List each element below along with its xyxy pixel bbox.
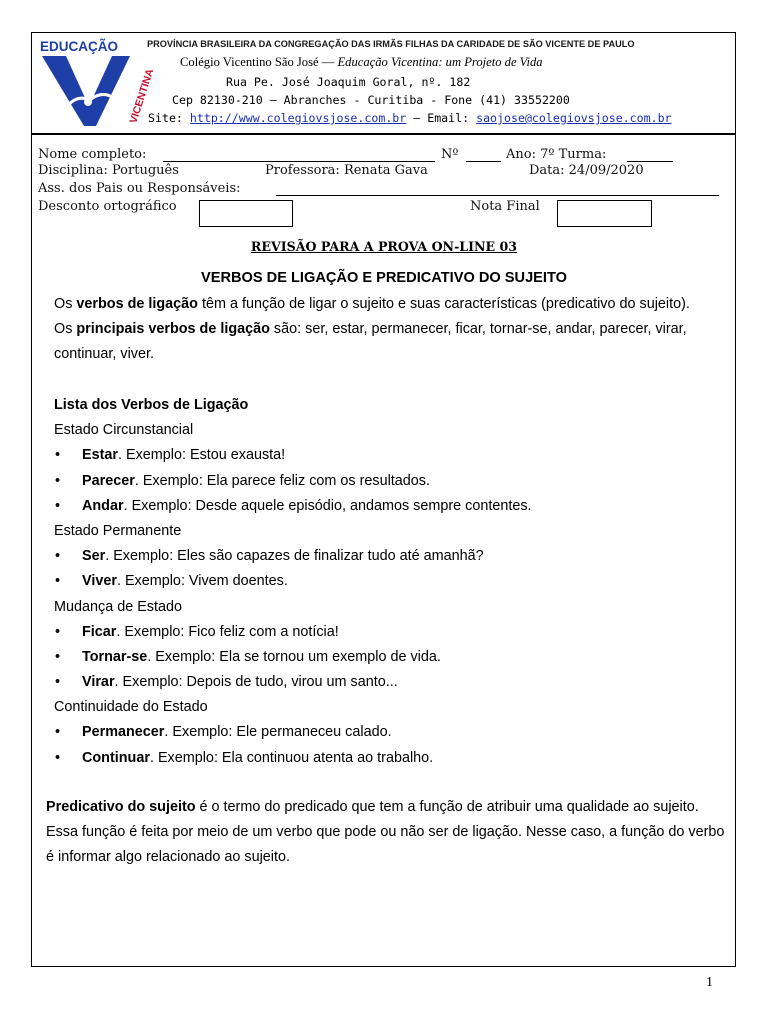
bullet-icon: •	[55, 749, 61, 766]
email-link[interactable]: saojose@colegiovsjose.com.br	[476, 111, 672, 125]
nota-final-label: Nota Final	[470, 199, 540, 214]
desconto-box[interactable]	[199, 200, 293, 227]
intro-section	[54, 292, 714, 367]
bullet-icon: •	[55, 497, 61, 514]
bullet-icon: •	[55, 447, 61, 464]
nome-label: Nome completo:	[38, 147, 147, 162]
bullet-icon: •	[55, 548, 61, 565]
address-line: Rua Pe. José Joaquim Goral, nº. 182	[226, 75, 471, 89]
predicativo-paragraph-1: Predicativo do sujeito é o termo do predicado que tem a função de atribuir uma qualidade ao sujeito.	[46, 799, 699, 815]
site-email-line	[148, 111, 672, 125]
group-title: Continuidade do Estado	[54, 699, 208, 716]
school-logo	[38, 38, 157, 130]
school-name	[180, 55, 543, 70]
bullet-icon: •	[55, 623, 61, 640]
site-link[interactable]: http://www.colegiovsjose.com.br	[189, 111, 407, 125]
list-item: • Permanecer. Exemplo: Ele permaneceu calado.	[54, 720, 714, 745]
site-label: Site:	[148, 111, 183, 125]
list-item: • Tornar-se. Exemplo: Ela se tornou um exemplo de vida.	[54, 645, 714, 670]
svg-text:EDUCAÇÃO: EDUCAÇÃO	[40, 39, 119, 54]
assinatura-field[interactable]	[276, 195, 719, 196]
list-item: • Ser. Exemplo: Eles são capazes de finalizar tudo até amanhã?	[54, 544, 714, 569]
bullet-icon: •	[55, 724, 61, 741]
list-item: • Andar. Exemplo: Desde aquele episódio, andamos sempre contentes.	[54, 494, 714, 519]
nome-field[interactable]	[163, 161, 435, 162]
bullet-icon: •	[55, 472, 61, 489]
group-title: Estado Circunstancial	[54, 422, 194, 439]
intro-paragraph-2: Os principais verbos de ligação são: ser, estar, permanecer, ficar, tornar-se, andar, parecer, virar, continuar, viver.	[54, 321, 687, 362]
school-name-text: Colégio Vicentino São José —	[180, 55, 335, 69]
predicativo-section	[46, 795, 726, 870]
predicativo-paragraph-2: Essa função é feita por meio de um verbo que pode ou não ser de ligação. Nesse caso, a função do verbo é informar algo relacionado ao sujeito.	[46, 824, 725, 865]
verbs-list	[54, 393, 714, 771]
bullet-icon: •	[55, 648, 61, 665]
group-title: Mudança de Estado	[54, 598, 183, 615]
numero-label: Nº	[441, 147, 459, 162]
bullet-icon: •	[55, 674, 61, 691]
list-title: Lista dos Verbos de Ligação	[54, 397, 249, 413]
list-item: • Parecer. Exemplo: Ela parece feliz com os resultados.	[54, 469, 714, 494]
disciplina: Disciplina: Português	[38, 163, 179, 178]
list-item: • Ficar. Exemplo: Fico feliz com a notícia!	[54, 620, 714, 645]
nota-final-box[interactable]	[557, 200, 652, 227]
professora: Professora: Renata Gava	[265, 163, 428, 178]
list-item: • Virar. Exemplo: Depois de tudo, virou um santo...	[54, 670, 714, 695]
list-item: • Continuar. Exemplo: Ela continuou atenta ao trabalho.	[54, 746, 714, 771]
numero-field[interactable]	[466, 161, 501, 162]
data: Data: 24/09/2020	[529, 163, 644, 178]
revisao-title: REVISÃO PARA A PROVA ON-LINE 03	[250, 239, 518, 254]
list-item: • Viver. Exemplo: Vivem doentes.	[54, 569, 714, 594]
intro-paragraph-1: Os verbos de ligação têm a função de ligar o sujeito e suas características (predicativo do sujeito).	[54, 296, 690, 312]
email-label: – Email:	[413, 111, 470, 125]
group-title: Estado Permanente	[54, 522, 182, 539]
list-item: • Estar. Exemplo: Estou exausta!	[54, 443, 714, 468]
page-number: 1	[706, 975, 713, 990]
assinatura-label: Ass. dos Pais ou Responsáveis:	[38, 181, 241, 196]
main-title: VERBOS DE LIGAÇÃO E PREDICATIVO DO SUJEITO	[201, 270, 567, 286]
svg-text:VICENTINA: VICENTINA	[127, 67, 157, 125]
header-divider	[31, 133, 736, 135]
school-motto: Educação Vicentina: um Projeto de Vida	[337, 55, 543, 69]
desconto-label: Desconto ortográfico	[38, 199, 177, 214]
bullet-icon: •	[55, 573, 61, 590]
turma-field[interactable]	[627, 161, 673, 162]
cep-phone-line: Cep 82130-210 – Abranches - Curitiba - Fone (41) 33552200	[172, 93, 570, 107]
provincia-line: PROVÍNCIA BRASILEIRA DA CONGREGAÇÃO DAS IRMÃS FILHAS DA CARIDADE DE SÃO VICENTE DE PAULO	[147, 39, 635, 49]
ano-turma-label: Ano: 7º Turma:	[506, 147, 607, 162]
